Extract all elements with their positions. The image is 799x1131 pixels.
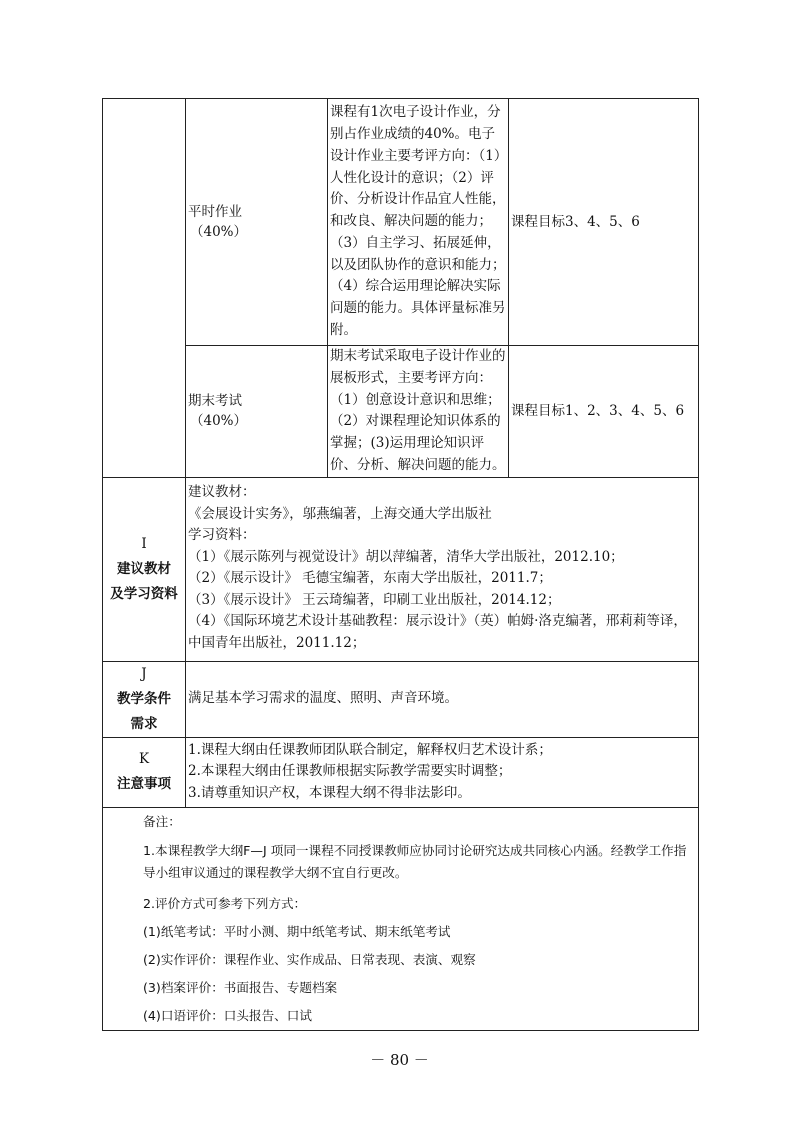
- section-title: 教学条件: [117, 690, 171, 707]
- notes-subitem: (3)档案评价：书面报告、专题档案: [143, 979, 338, 995]
- section-k-content: [186, 737, 699, 807]
- assessment-row: [103, 99, 699, 346]
- content-line: 2.本课程大纲由任课教师根据实际教学需要实时调整；: [188, 763, 512, 780]
- content-line: （2）《展示设计》 毛德宝编著，东南大学出版社，2011.7；: [188, 570, 552, 587]
- content-line: 3.请尊重知识产权，本课程大纲不得非法影印。: [188, 785, 471, 802]
- assessment-method-cell: [186, 99, 328, 346]
- section-j-row: [103, 661, 699, 737]
- assessment-description: 期末考试采取电子设计作业的展板形式，主要考评方向：（1）创意设计意识和思维；（2）对课程理论知识体系的掌握；(3)运用理论知识评价、分析、解决问题的能力。: [328, 346, 509, 478]
- assessment-targets: 课程目标3、4、5、6: [509, 99, 699, 346]
- section-title: 注意事项: [117, 776, 171, 793]
- section-title: 需求: [130, 715, 158, 732]
- assessment-targets: 课程目标1、2、3、4、5、6: [509, 346, 699, 478]
- section-j-heading: [103, 661, 186, 737]
- method-name: 平时作业: [188, 204, 242, 220]
- syllabus-table: [102, 98, 699, 1031]
- content-line: （3）《展示设计》 王云琦编著，印刷工业出版社，2014.12；: [188, 591, 561, 608]
- section-i-heading: [103, 477, 186, 661]
- content-line: 建议教材：: [188, 483, 256, 500]
- assessment-method-cell: [186, 346, 328, 478]
- section-k-heading: [103, 737, 186, 807]
- section-letter: K: [138, 751, 150, 768]
- content-line: （4）《国际环境艺术设计基础教程：展示设计》（英）帕姆·洛克编著，邢莉莉等译，中国青年出版社，2011.12；: [188, 613, 687, 652]
- notes-subitem: (4)口语评价：口头报告、口试: [143, 1007, 312, 1023]
- section-letter: J: [141, 665, 147, 682]
- notes-subitem: (1)纸笔考试：平时小测、期中纸笔考试、期末纸笔考试: [143, 923, 451, 939]
- notes-item: 1.本课程教学大纲F—J 项同一课程不同授课教师应协同讨论研究达成共同核心内涵。经教学工作指导小组审议通过的课程教学大纲不宜自行更改。: [143, 842, 687, 880]
- notes-item: 2.评价方式可参考下列方式：: [143, 895, 307, 911]
- section-j-content: 满足基本学习需求的温度、照明、声音环境。: [186, 661, 699, 737]
- page-number: － 80 －: [370, 1051, 429, 1069]
- notes-subitem: (2)实作评价：课程作业、实作成品、日常表现、表演、观察: [143, 951, 476, 967]
- content-line: 1.课程大纲由任课教师团队联合制定，解释权归艺术设计系；: [188, 741, 552, 758]
- method-weight: （40%）: [190, 413, 248, 430]
- method-name: 期末考试: [188, 393, 242, 410]
- content-line: 《会展设计实务》，邬燕编著，上海交通大学出版社: [188, 505, 492, 522]
- assessment-description: 课程有1次电子设计作业，分别占作业成绩的40%。电子设计作业主要考评方向：（1）人性化设计的意识；（2）评价、分析设计作品宜人性能，和改良、解决问题的能力；（3）自主学习、拓展延伸，以及团队协作的意识和能力；（4）综合运用理论解决实际问题的能力。具体评量标准另附。: [328, 99, 509, 346]
- method-weight: （40%）: [190, 224, 248, 240]
- notes-heading: 备注：: [143, 813, 181, 829]
- section-i-content: [186, 477, 699, 661]
- section-letter: I: [141, 535, 147, 552]
- section-title: 建议教材: [117, 560, 171, 577]
- section-title: 及学习资料: [110, 585, 178, 602]
- content-line: 学习资料：: [188, 527, 256, 544]
- content-line: （1）《展示陈列与视觉设计》胡以萍编著，清华大学出版社，2012.10；: [188, 548, 624, 565]
- section-k-row: [103, 737, 699, 807]
- notes-row: [103, 807, 699, 1030]
- notes-cell: [103, 807, 699, 1030]
- section-i-row: [103, 477, 699, 661]
- assessment-row: [103, 346, 699, 478]
- assessment-blank-cell: [103, 99, 186, 478]
